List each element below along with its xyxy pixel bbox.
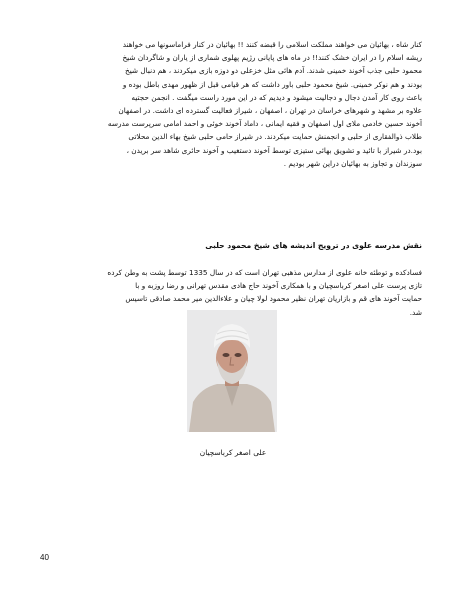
paragraph-1-line: بود.در شیراز با تائید و تشویق بهائی ستیزی توسط آخوند دستغیب و آخوند حائری شاهد سر بریدن ، (126, 145, 422, 155)
paragraph-2-line: شد. (409, 307, 422, 317)
paragraph-1-line: علاوه بر مشهد و شهرهای خراسان در تهران ، اصفهان ، شیراز فعالیت گسترده ای داشت. در اصفهان (118, 106, 422, 116)
paragraph-2-line: حمایت آخوند های قم و بازاریان تهران نظیر محمود لولا چیان و علاءالدین میر محمد صادقی تاسیس (125, 294, 422, 304)
paragraph-1-line: آخوند حسین خادمی ملای اول اصفهان و فقیه ایمانی ، داماد آخوند خوئی و احمد امامی سرپرست مدرسه (107, 119, 422, 129)
paragraph-1 (46, 38, 422, 170)
paragraph-1-line: طلاب ذوالفقاری از حلبی و انجمنش حمایت میکردند. در شیراز حامی حلبی شیخ بهاء الدین محلاتی (128, 132, 422, 142)
right-eye-shape (235, 353, 242, 357)
paragraph-1-line: محمود حلبی جذب آخوند خمینی شدند. آدم هائی مثل خزعلی دو دوزه بازی میکردند ، هم دنبال شیخ (125, 66, 422, 76)
portrait-illustration (187, 310, 277, 432)
paragraph-2-line: تازی پرست علی اصغر کرباسچیان و با همکاری آخوند حاج هادی مقدس تهرانی و رضا روزبه و با (135, 281, 422, 291)
paragraph-1-line: باعث روی کار آمدن دجال و دجالیت میشود و دیدیم که در این مورد راست میگفت . انجمن حجتیه (131, 92, 422, 102)
left-eye-shape (223, 353, 230, 357)
photo-caption: علی اصغر کرباسچیان (199, 448, 267, 457)
paragraph-2-line: فسادکده و توطئه خانه علوی از مدارس مذهبی تهران است که در سال 1335 توسط پشت به وطن کرده (107, 268, 422, 277)
paragraph-1-line: سوزندان و تجاوز به بهائیان دراین شهر بودیم . (283, 158, 422, 168)
paragraph-1-line: کنار شاه ، بهائیان می خواهند مملکت اسلامی را قبضه کنند !! بهائیان در کنار فراماسونها می خواهند (122, 40, 422, 49)
section-heading: نقش مدرسه علوی در ترویج اندیشه های شیخ محمود حلبی (205, 241, 422, 250)
portrait-photo (187, 310, 277, 432)
paragraph-1-line: ریشه اسلام را در ایران خشک کنند!! در ماه های پایانی رژیم پهلوی شماری از یاران و شاگردان شیخ (122, 53, 422, 63)
page-number: 40 (40, 553, 49, 562)
paragraph-1-line: بودند و هم نوکر خمینی. شیخ محمود حلبی باور داشت که هر قیامی قبل از ظهور مهدی باطل بوده و (122, 79, 422, 89)
